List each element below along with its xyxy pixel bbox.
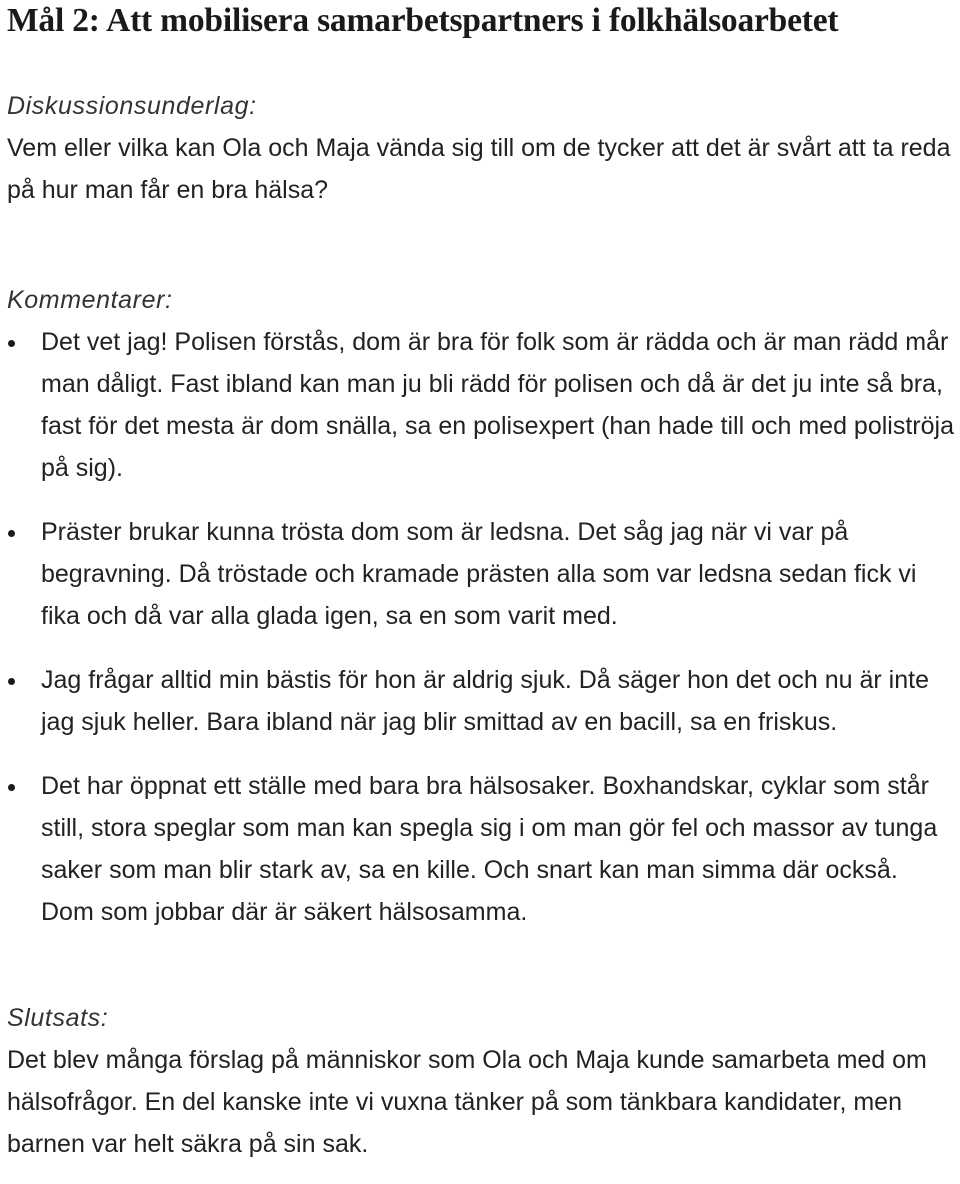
comment-text: Det vet jag! Polisen förstås, dom är bra för folk som är rädda och är man rädd mår man dåligt. Fast ibland kan man ju bli rädd för polisen och då är det ju inte så bra, fast för det mesta är dom snälla, sa en polisexpert (han hade till och med poliströja på sig). <box>41 328 954 482</box>
conclusion-heading: Slutsats: <box>7 1004 109 1032</box>
list-item <box>7 659 954 743</box>
comment-text: Jag frågar alltid min bästis för hon är aldrig sjuk. Då säger hon det och nu är inte jag sjuk heller. Bara ibland när jag blir smittad av en bacill, sa en friskus. <box>41 666 929 736</box>
comments-section <box>7 279 954 933</box>
list-item <box>7 765 954 933</box>
bullet-icon <box>8 784 15 791</box>
list-item <box>7 321 954 489</box>
comments-list <box>7 321 954 933</box>
bullet-icon <box>8 530 15 537</box>
discussion-heading: Diskussionsunderlag: <box>7 92 257 120</box>
bullet-icon <box>8 340 15 347</box>
page-title: Mål 2: Att mobilisera samarbetspartners i folkhälsoarbetet <box>7 2 839 39</box>
comment-text: Präster brukar kunna trösta dom som är ledsna. Det såg jag när vi var på begravning. Då tröstade och kramade prästen alla som var ledsna sedan fick vi fika och då var alla glada igen, sa en som varit med. <box>41 518 917 630</box>
conclusion-section <box>7 997 954 1165</box>
discussion-text: Vem eller vilka kan Ola och Maja vända sig till om de tycker att det är svårt att ta reda på hur man får en bra hälsa? <box>7 134 951 204</box>
bullet-icon <box>8 678 15 685</box>
discussion-section <box>7 85 954 211</box>
conclusion-text: Det blev många förslag på människor som Ola och Maja kunde samarbeta med om hälsofrågor. En del kanske inte vi vuxna tänker på som tänkbara kandidater, men barnen var helt säkra på sin sak. <box>7 1046 927 1158</box>
list-item <box>7 511 954 637</box>
comments-heading: Kommentarer: <box>7 286 173 314</box>
comment-text: Det har öppnat ett ställe med bara bra hälsosaker. Boxhandskar, cyklar som står still, stora speglar som man kan spegla sig i om man gör fel och massor av tunga saker som man blir stark av, sa en kille. Och snart kan man simma där också. Dom som jobbar där är säkert hälsosamma. <box>41 772 938 926</box>
